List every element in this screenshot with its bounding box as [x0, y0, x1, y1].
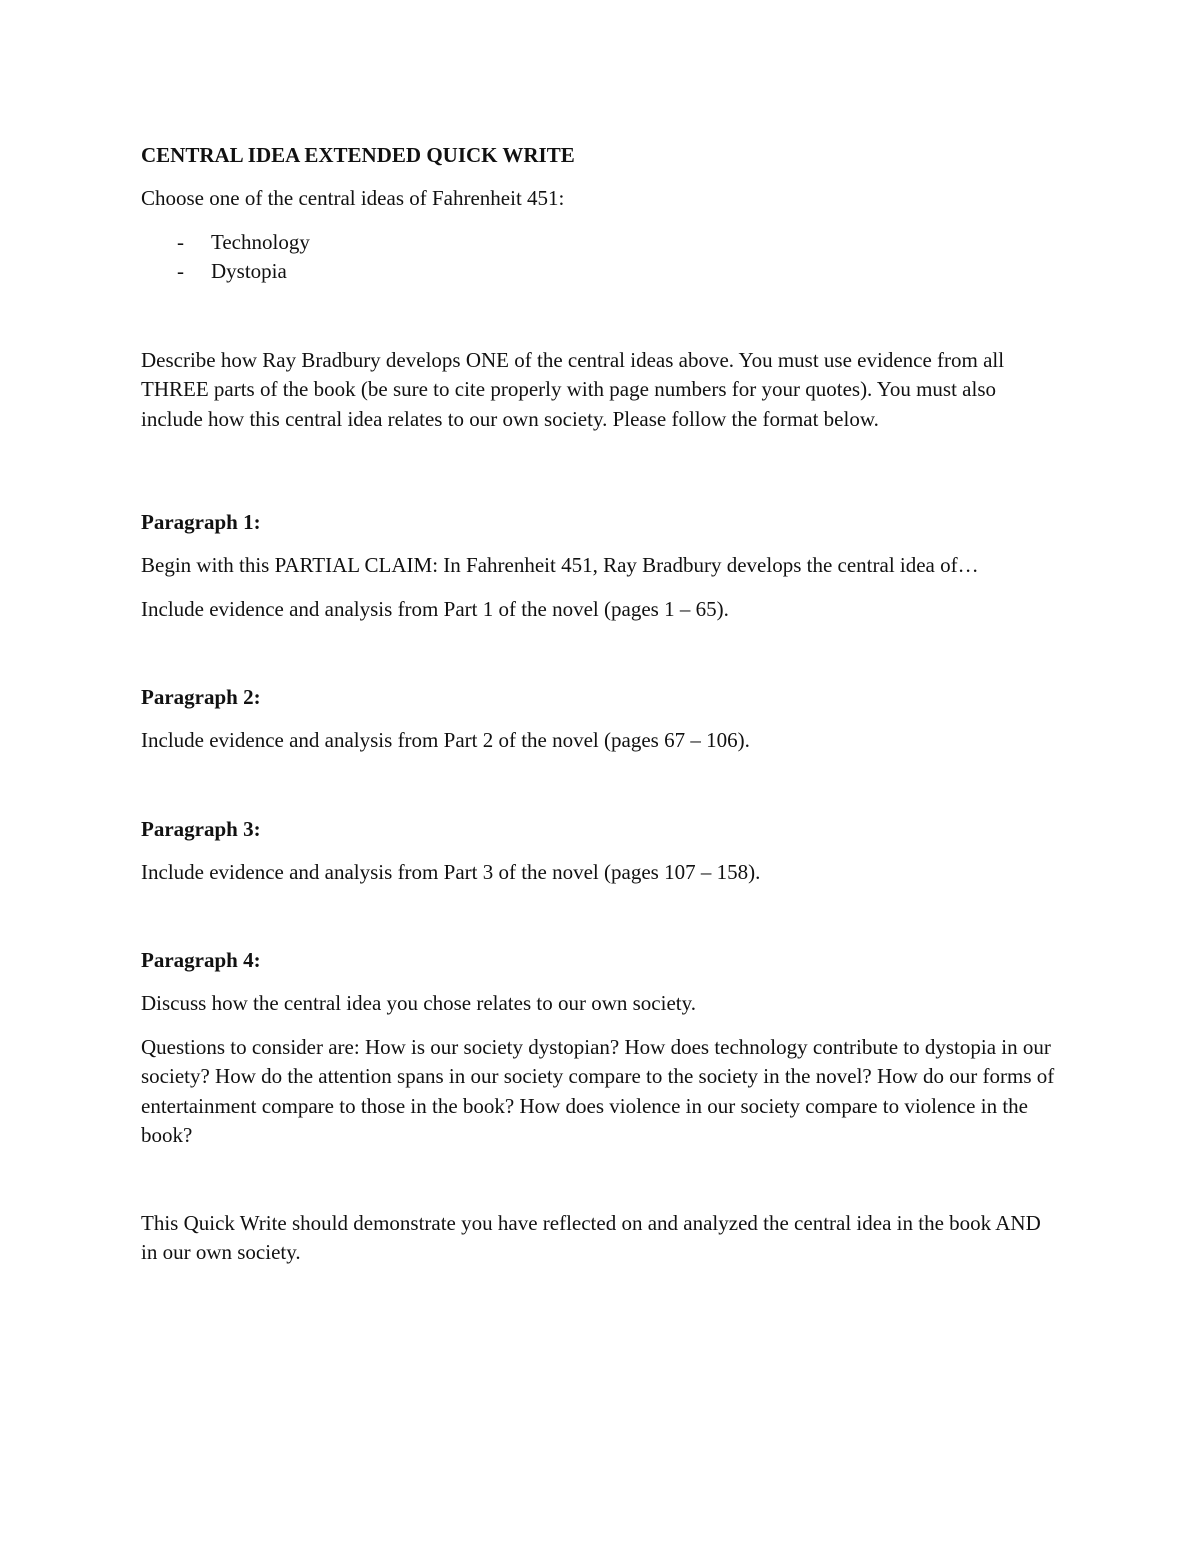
- idea-technology: Technology: [211, 229, 310, 254]
- paragraph-1-evidence: Include evidence and analysis from Part 1 of the novel (pages 1 – 65).: [141, 596, 729, 621]
- list-item: [141, 228, 1061, 258]
- paragraph-4-questions: Questions to consider are: How is our society dystopian? How does technology contribute to dystopia in our society? How do the attention spans in our society compare to the society in the novel? How do our forms of entertainment compare to those in the book? How does violence in our society compare to violence in the book?: [141, 1034, 1055, 1147]
- central-ideas-list: [141, 228, 1061, 287]
- dash-bullet: -: [177, 259, 184, 283]
- idea-dystopia: Dystopia: [211, 259, 287, 283]
- closing-text: This Quick Write should demonstrate you have reflected on and analyzed the central idea in the book AND in our own society.: [141, 1210, 1041, 1264]
- intro-text: Choose one of the central ideas of Fahrenheit 451:: [141, 186, 565, 210]
- paragraph-1-claim: Begin with this PARTIAL CLAIM: In Fahrenheit 451, Ray Bradbury develops the central idea of…: [141, 553, 979, 577]
- paragraph-4-discussion: Discuss how the central idea you chose relates to our own society.: [141, 991, 696, 1015]
- list-item: [141, 257, 1061, 287]
- paragraph-2-heading: Paragraph 2:: [141, 685, 261, 709]
- document-title: CENTRAL IDEA EXTENDED QUICK WRITE: [141, 143, 575, 167]
- paragraph-3-heading: Paragraph 3:: [141, 816, 261, 841]
- instructions-text: Describe how Ray Bradbury develops ONE of the central ideas above. You must use evidence from all THREE parts of the book (be sure to cite properly with page numbers for your quotes). You must also include how this central idea relates to our own society. Please follow the format below.: [141, 347, 1005, 431]
- paragraph-4-heading: Paragraph 4:: [141, 948, 261, 972]
- document-page: [141, 140, 1061, 1268]
- paragraph-2-evidence: Include evidence and analysis from Part 2 of the novel (pages 67 – 106).: [141, 728, 750, 752]
- dash-bullet: -: [177, 229, 184, 254]
- paragraph-3-evidence: Include evidence and analysis from Part 3 of the novel (pages 107 – 158).: [141, 859, 761, 884]
- paragraph-1-heading: Paragraph 1:: [141, 510, 261, 534]
